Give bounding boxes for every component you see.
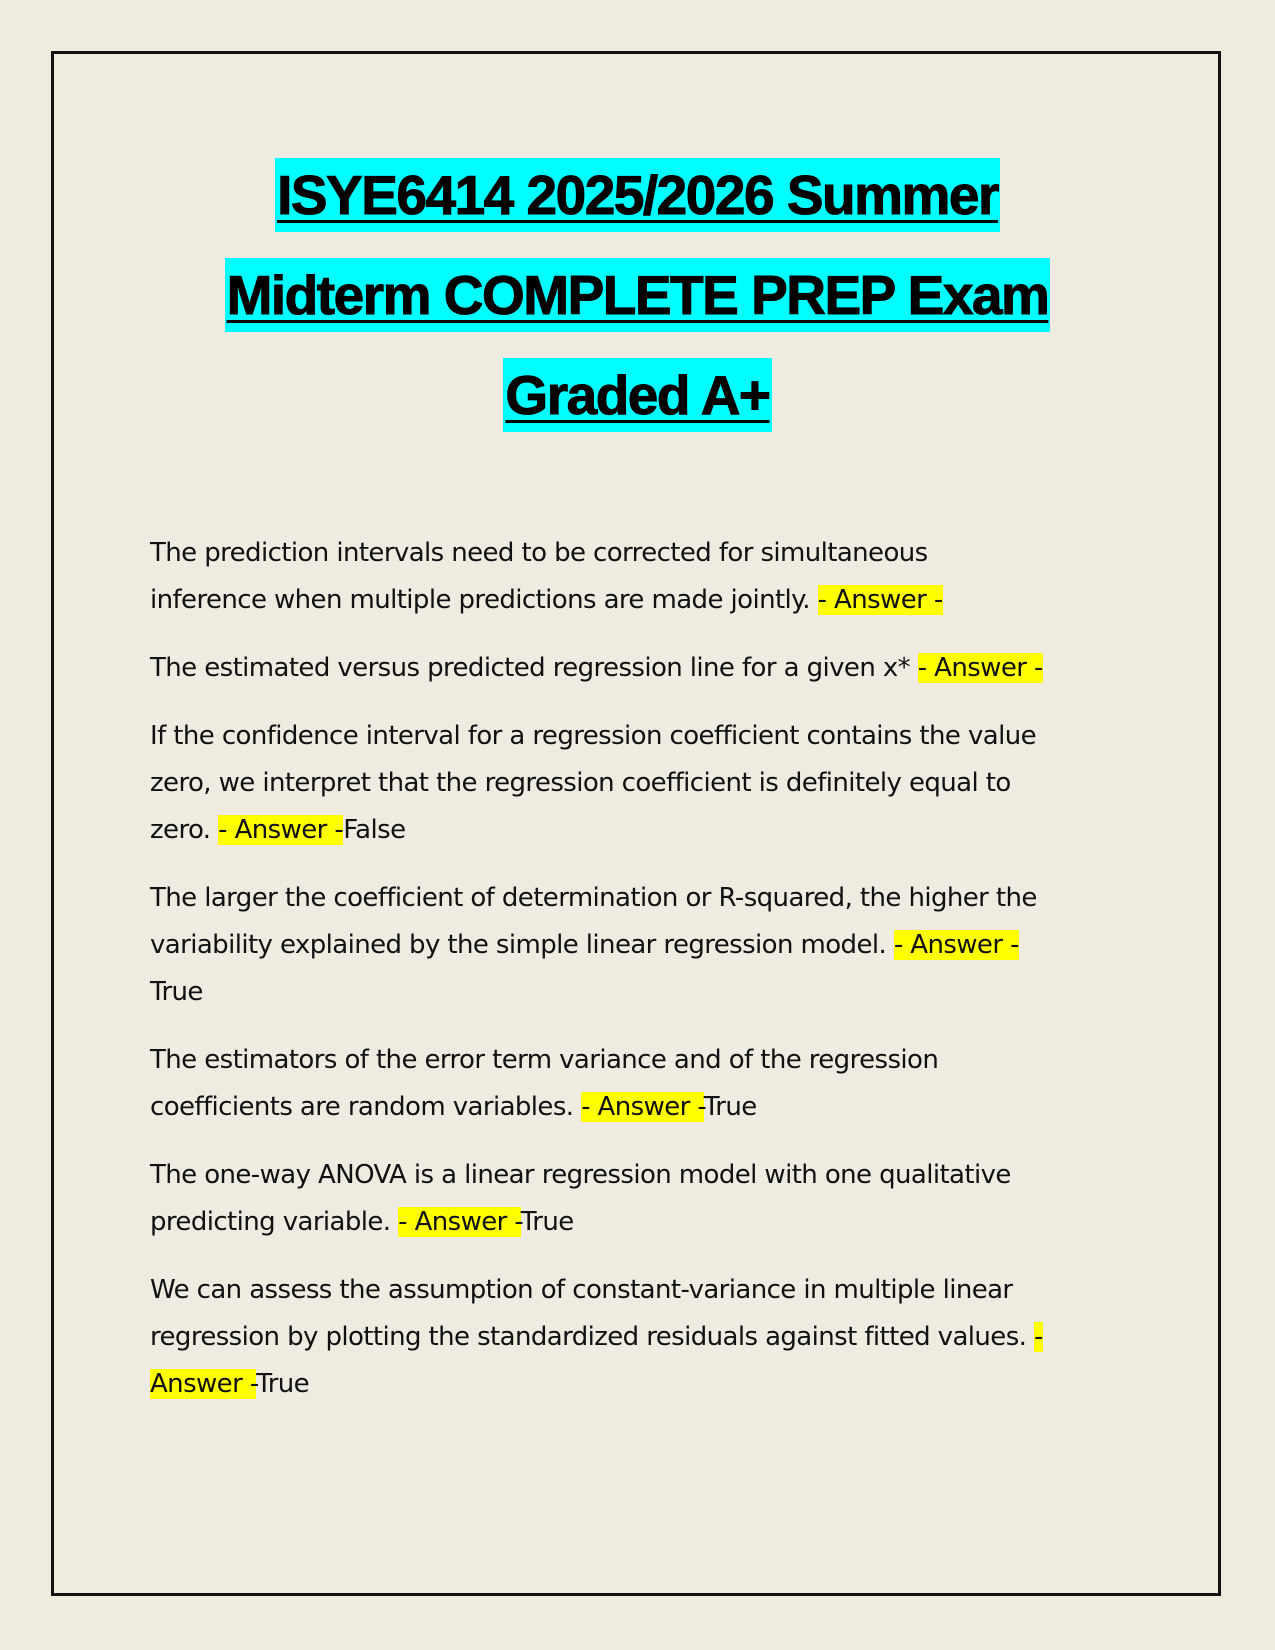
qa-item-3 <box>150 713 1125 854</box>
question-text: variability explained by the simple linear regression model. <box>150 930 894 960</box>
answer-value: True <box>520 1207 574 1237</box>
question-text: zero, we interpret that the regression coefficient is definitely equal to <box>150 768 1011 798</box>
qa-item-2 <box>150 645 1125 692</box>
title-text-3: Graded A+ <box>503 358 771 432</box>
title-line-1 <box>100 145 1175 245</box>
question-text: The prediction intervals need to be corrected for simultaneous <box>150 538 928 568</box>
question-text: predicting variable. <box>150 1207 399 1237</box>
question-text: coefficients are random variables. <box>150 1092 582 1122</box>
answer-marker: - Answer - <box>581 1092 704 1122</box>
answer-value: True <box>150 977 203 1007</box>
qa-item-5 <box>150 1037 1125 1131</box>
question-text: The one-way ANOVA is a linear regression model with one qualitative <box>150 1160 1011 1190</box>
title-text-2: Midterm COMPLETE PREP Exam <box>225 258 1051 332</box>
answer-marker: - Answer - <box>893 930 1019 960</box>
qa-item-7 <box>150 1267 1125 1408</box>
answer-marker: - Answer - <box>917 653 1043 683</box>
answer-value: True <box>703 1092 757 1122</box>
question-text: regression by plotting the standardized residuals against fitted values. <box>150 1322 1034 1352</box>
answer-marker: - Answer - <box>218 815 344 845</box>
answer-value: False <box>343 815 406 845</box>
qa-item-6 <box>150 1152 1125 1246</box>
qa-item-4 <box>150 875 1125 1016</box>
answer-marker: - Answer - <box>398 1207 521 1237</box>
answer-marker: - Answer - <box>817 585 943 615</box>
question-text: The larger the coefficient of determination or R-squared, the higher the <box>150 883 1037 913</box>
question-text: If the confidence interval for a regression coefficient contains the value <box>150 721 1036 751</box>
question-text: The estimated versus predicted regression line for a given x* <box>150 653 918 683</box>
question-text: The estimators of the error term variance and of the regression <box>150 1045 939 1075</box>
qa-item-1 <box>150 530 1125 624</box>
question-text: inference when multiple predictions are made jointly. <box>150 585 818 615</box>
answer-marker: - Answer - <box>150 1322 1043 1399</box>
document-title <box>100 145 1175 445</box>
question-answer-list <box>150 530 1125 1429</box>
title-text-1: ISYE6414 2025/2026 Summer <box>275 158 1000 232</box>
answer-value: True <box>256 1369 310 1399</box>
question-text: We can assess the assumption of constant-variance in multiple linear <box>150 1275 1013 1305</box>
title-line-2 <box>100 245 1175 345</box>
title-line-3 <box>100 345 1175 445</box>
question-text: zero. <box>150 815 219 845</box>
